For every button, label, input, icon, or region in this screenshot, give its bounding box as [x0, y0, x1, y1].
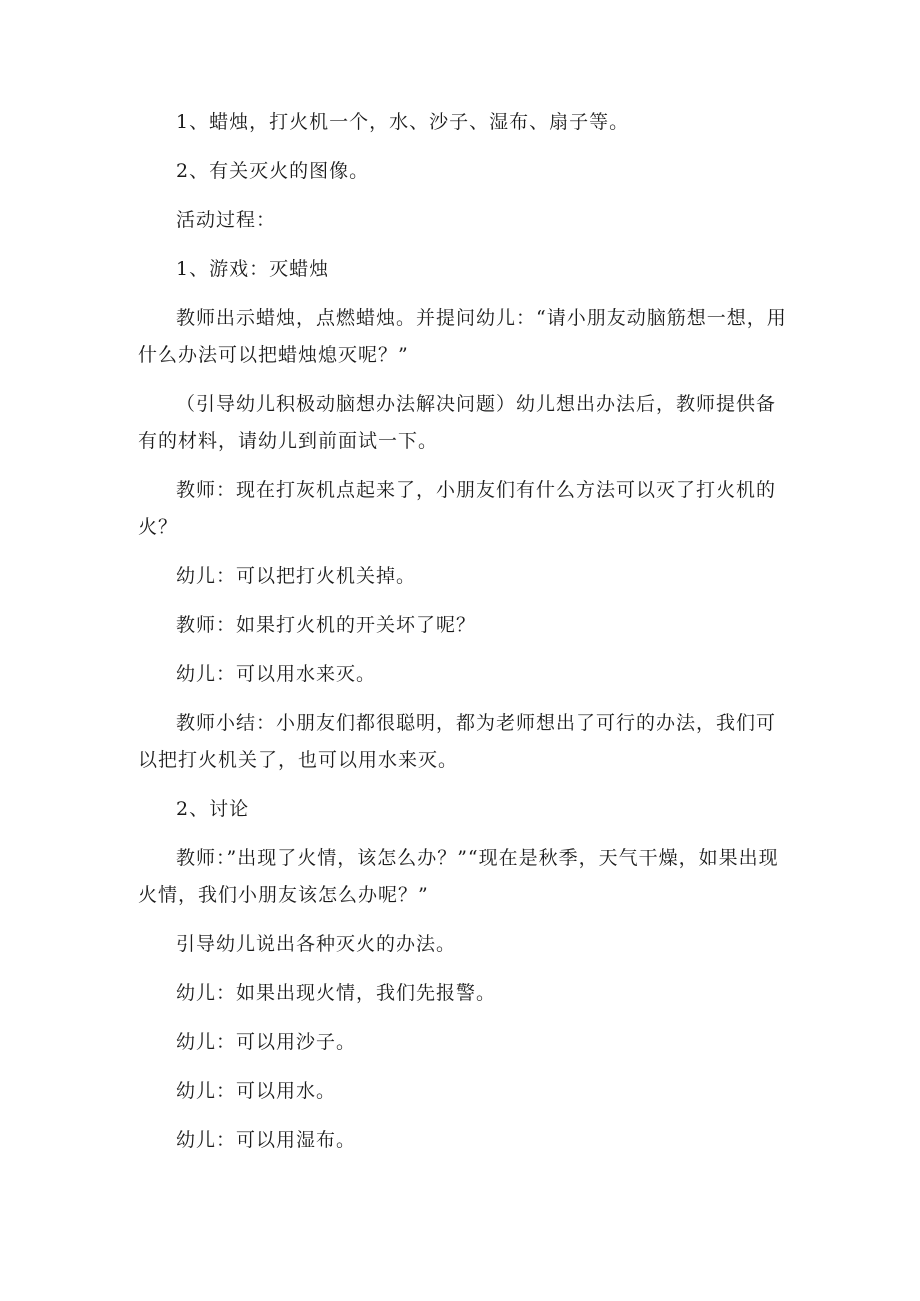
paragraph-teacher-fire: 教师：”出现了火情，该怎么办？”“现在是秋季，天气干燥，如果出现火情，我们小朋友该怎么办呢？”: [138, 847, 779, 906]
paragraph-teacher-lighter: 教师：现在打灰机点起来了，小朋友们有什么方法可以灭了打火机的火？: [138, 479, 777, 538]
paragraph-child-water: 幼儿：可以用水来灭。: [176, 663, 377, 685]
paragraph-teacher-switch: 教师：如果打火机的开关坏了呢？: [176, 614, 477, 636]
paragraph-child-water-2: 幼儿：可以用水。: [176, 1080, 337, 1102]
subheading-game: 1、游戏：灭蜡烛: [176, 258, 330, 280]
paragraph-teacher-summary: 教师小结：小朋友们都很聪明，都为老师想出了可行的办法，我们可以把打火机关了，也可以用水来灭。: [138, 712, 777, 771]
paragraph-guide-methods: 引导幼儿说出各种灭火的办法。: [176, 933, 457, 955]
document-body: [138, 104, 788, 1171]
paragraph-child-turn-off: 幼儿：可以把打火机关掉。: [176, 565, 417, 587]
paragraph-child-wet-cloth: 幼儿：可以用湿布。: [176, 1129, 357, 1151]
paragraph-child-sand: 幼儿：可以用沙子。: [176, 1031, 357, 1053]
paragraph-guide: （引导幼儿积极动脑想办法解决问题）幼儿想出办法后，教师提供备有的材料，请幼儿到前面试一下。: [138, 393, 777, 452]
paragraph-child-alarm: 幼儿：如果出现火情，我们先报警。: [176, 982, 497, 1004]
section-heading-activity: 活动过程：: [176, 209, 277, 231]
paragraph-teacher-candle: 教师出示蜡烛，点燃蜡烛。并提问幼儿：“请小朋友动脑筋想一想，用什么办法可以把蜡烛熄灭呢？”: [138, 307, 787, 366]
paragraph-materials-1: 1、蜡烛，打火机一个，水、沙子、湿布、扇子等。: [176, 111, 630, 133]
subheading-discussion: 2、讨论: [176, 798, 250, 820]
paragraph-materials-2: 2、有关灭火的图像。: [176, 160, 370, 182]
